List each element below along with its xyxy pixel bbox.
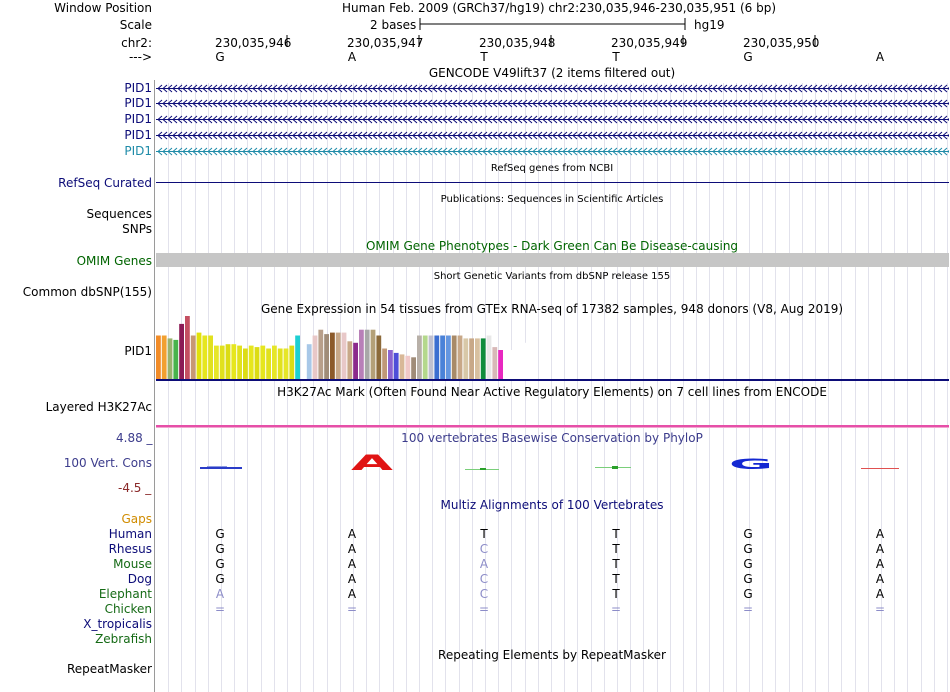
alignment-base: A — [347, 542, 357, 556]
snps-label[interactable]: SNPs — [122, 222, 152, 236]
gtex-bar[interactable] — [289, 346, 294, 379]
gtex-bar[interactable] — [516, 350, 521, 379]
omim-track-label[interactable]: OMIM Genes — [76, 254, 152, 268]
window-position-label: Window Position — [54, 1, 152, 15]
phylop-max-label: 4.88 _ — [116, 431, 153, 445]
gtex-bar[interactable] — [185, 316, 190, 379]
label-divider — [154, 80, 155, 692]
gtex-bar[interactable] — [400, 354, 405, 379]
alignment-base: A — [875, 527, 885, 541]
gtex-bar[interactable] — [434, 336, 439, 380]
alignment-base: = — [610, 602, 622, 616]
gtex-bar[interactable] — [202, 336, 207, 380]
alignment-base: A — [347, 587, 357, 601]
coord-ticks — [286, 35, 821, 49]
gtex-bar[interactable] — [318, 330, 323, 379]
gtex-bar[interactable] — [382, 349, 387, 379]
alignment-base: G — [215, 572, 225, 586]
alignment-base: T — [612, 527, 620, 541]
base-1: G — [215, 50, 225, 64]
gtex-bar[interactable] — [521, 343, 526, 379]
dbsnp-track-label[interactable]: Common dbSNP(155) — [22, 285, 152, 299]
gene-arrow-line-1[interactable] — [156, 84, 949, 93]
base-3: T — [480, 50, 488, 64]
gtex-bar[interactable] — [324, 334, 329, 379]
gene-arrow-line-4[interactable] — [156, 131, 949, 140]
alignment-base: A — [875, 542, 885, 556]
alignment-base: G — [215, 527, 225, 541]
base-2: A — [347, 50, 357, 64]
gtex-bar[interactable] — [394, 353, 399, 379]
gtex-bar[interactable] — [504, 350, 509, 379]
omim-track-title[interactable]: OMIM Gene Phenotypes - Dark Green Can Be Disease-causing — [365, 239, 739, 253]
phylop-logo-plot — [155, 440, 950, 490]
gtex-bar[interactable] — [162, 336, 167, 380]
alignment-base: A — [347, 572, 357, 586]
alignment-base: G — [743, 557, 753, 571]
omim-feature-bar[interactable] — [156, 253, 949, 267]
gtex-bar[interactable] — [417, 336, 422, 380]
gtex-baseline — [156, 379, 949, 381]
species-elephant[interactable]: Elephant — [98, 587, 152, 601]
gtex-bar[interactable] — [266, 349, 271, 379]
alignment-base: = — [214, 602, 226, 616]
gtex-bar[interactable] — [197, 333, 202, 379]
gencode-item-4[interactable]: PID1 — [124, 128, 152, 142]
gtex-bar[interactable] — [278, 349, 283, 379]
gencode-track-title[interactable]: GENCODE V49lift37 (2 items filtered out) — [428, 66, 676, 80]
gtex-bar[interactable] — [307, 344, 312, 379]
coord-label-5: 230,035,950 — [743, 36, 820, 50]
sequences-label[interactable]: Sequences — [86, 207, 152, 221]
window-position-value: Human Feb. 2009 (GRCh37/hg19) chr2:230,035,946-230,035,951 (6 bp) — [342, 1, 777, 15]
alignment-base: C — [479, 572, 489, 586]
coord-label-2: 230,035,947 — [347, 36, 424, 50]
gtex-bar[interactable] — [249, 346, 254, 379]
gtex-track-title[interactable]: Gene Expression in 54 tissues from GTEx RNA-seq of 17382 samples, 948 donors (V8, Aug 2019) — [260, 302, 844, 316]
gtex-bar[interactable] — [214, 346, 219, 379]
gene-arrow-line-2[interactable] — [156, 99, 949, 108]
gtex-bar[interactable] — [313, 336, 318, 380]
scale-assembly: hg19 — [694, 18, 725, 32]
species-zebrafish[interactable]: Zebrafish — [95, 632, 152, 646]
gtex-bar[interactable] — [260, 346, 265, 379]
gtex-bar[interactable] — [156, 336, 161, 380]
gtex-bar[interactable] — [388, 350, 393, 379]
base-4: T — [612, 50, 620, 64]
gtex-bar[interactable] — [458, 336, 463, 380]
gtex-bar[interactable] — [208, 336, 213, 380]
gtex-bar-chart[interactable] — [155, 316, 950, 384]
base-5: G — [743, 50, 753, 64]
gtex-track-label[interactable]: PID1 — [124, 344, 152, 358]
gtex-bar[interactable] — [376, 336, 381, 380]
gencode-item-1[interactable]: PID1 — [124, 81, 152, 95]
gencode-item-5[interactable]: PID1 — [124, 144, 152, 158]
species-rhesus[interactable]: Rhesus — [108, 542, 152, 556]
alignment-base: A — [215, 587, 225, 601]
alignment-base: A — [347, 557, 357, 571]
alignment-base: C — [479, 587, 489, 601]
h3k27ac-track-title[interactable]: H3K27Ac Mark (Often Found Near Active Regulatory Elements) on 7 cell lines from ENCODE — [277, 385, 827, 399]
alignment-base: G — [215, 557, 225, 571]
gtex-bar[interactable] — [423, 336, 428, 380]
gtex-bar[interactable] — [191, 336, 196, 380]
gtex-bar[interactable] — [365, 330, 370, 379]
gtex-bar[interactable] — [481, 338, 486, 379]
scale-label: Scale — [119, 18, 152, 32]
gtex-bar[interactable] — [226, 344, 231, 379]
gtex-bar[interactable] — [168, 338, 173, 379]
dbsnp-track-title[interactable]: Short Genetic Variants from dbSNP release 155 — [433, 271, 671, 282]
gencode-item-2[interactable]: PID1 — [124, 96, 152, 110]
gtex-bar[interactable] — [237, 346, 242, 379]
phylop-mark-a2 — [861, 468, 899, 469]
gene-arrow-line-3[interactable] — [156, 115, 949, 124]
phylop-mark-g2: G — [729, 457, 773, 473]
gtex-bar[interactable] — [220, 346, 225, 379]
gtex-bar[interactable] — [359, 330, 364, 379]
alignment-base: A — [347, 527, 357, 541]
alignment-base: T — [612, 542, 620, 556]
gene-arrow-line-5[interactable] — [156, 147, 949, 156]
publications-track-title[interactable]: Publications: Sequences in Scientific Articles — [440, 194, 664, 205]
alignment-base: = — [478, 602, 490, 616]
gtex-bar[interactable] — [330, 333, 335, 379]
alignment-base: T — [612, 572, 620, 586]
gtex-bar[interactable] — [342, 333, 347, 379]
phylop-mark-a: A — [351, 451, 395, 475]
alignment-base: A — [479, 557, 489, 571]
gtex-bar[interactable] — [347, 341, 352, 379]
alignment-base: A — [875, 572, 885, 586]
gtex-bar[interactable] — [429, 336, 434, 380]
species-human[interactable]: Human — [108, 527, 152, 541]
alignment-base: = — [742, 602, 754, 616]
gtex-bar[interactable] — [272, 346, 277, 379]
gtex-bar[interactable] — [527, 341, 532, 379]
gtex-bar[interactable] — [353, 343, 358, 379]
alignment-base: T — [480, 527, 488, 541]
alignment-base: G — [743, 542, 753, 556]
chrom-label: chr2: — [121, 36, 152, 50]
alignment-base: = — [874, 602, 886, 616]
gtex-bar[interactable] — [440, 336, 445, 380]
gencode-item-3[interactable]: PID1 — [124, 112, 152, 126]
species-chicken[interactable]: Chicken — [104, 602, 152, 616]
gtex-bar[interactable] — [231, 344, 236, 379]
alignment-base: T — [612, 587, 620, 601]
phylop-mark-g1 — [200, 467, 242, 469]
species-x-tropicalis[interactable]: X_tropicalis — [83, 617, 152, 631]
gtex-bar[interactable] — [452, 336, 457, 380]
gtex-bar[interactable] — [487, 336, 492, 380]
phylop-track-title[interactable]: 100 vertebrates Basewise Conservation by PhyloP — [401, 431, 703, 445]
coord-label-3: 230,035,948 — [479, 36, 556, 50]
scale-bar — [419, 16, 687, 32]
gtex-bar[interactable] — [411, 357, 416, 379]
h3k27ac-track-label[interactable]: Layered H3K27Ac — [45, 400, 152, 414]
gtex-bar[interactable] — [469, 338, 474, 379]
gtex-bar[interactable] — [475, 338, 480, 379]
gtex-bar[interactable] — [533, 359, 538, 379]
phylop-track-label[interactable]: 100 Vert. Cons — [63, 456, 152, 470]
h3k27ac-signal-shadow — [156, 427, 949, 428]
gtex-bar[interactable] — [336, 333, 341, 379]
coord-label-4: 230,035,949 — [611, 36, 688, 50]
repeatmasker-track-title[interactable]: Repeating Elements by RepeatMasker — [438, 648, 666, 662]
alignment-base: G — [743, 527, 753, 541]
gtex-bar[interactable] — [173, 340, 178, 379]
gtex-bar[interactable] — [498, 350, 503, 379]
gtex-bar[interactable] — [405, 356, 410, 379]
alignment-base: C — [479, 542, 489, 556]
gtex-bar[interactable] — [179, 324, 184, 379]
repeatmasker-track-label[interactable]: RepeatMasker — [66, 662, 152, 676]
alignment-base: A — [875, 587, 885, 601]
gtex-bar[interactable] — [284, 349, 289, 379]
gaps-label[interactable]: Gaps — [121, 512, 152, 526]
strand-label: ---> — [128, 50, 152, 64]
gtex-bar[interactable] — [295, 336, 300, 380]
alignment-base: = — [346, 602, 358, 616]
gtex-bar[interactable] — [510, 350, 515, 379]
gtex-bar[interactable] — [463, 338, 468, 379]
refseq-track-title[interactable]: RefSeq genes from NCBI — [490, 163, 614, 174]
gtex-bar[interactable] — [243, 349, 248, 379]
species-dog[interactable]: Dog — [127, 572, 152, 586]
phylop-min-label: -4.5 _ — [118, 481, 152, 495]
alignment-base: G — [215, 542, 225, 556]
base-6: A — [875, 50, 885, 64]
gtex-bar[interactable] — [301, 336, 306, 380]
alignment-base: G — [743, 587, 753, 601]
refseq-track-label[interactable]: RefSeq Curated — [58, 176, 152, 190]
alignment-base: A — [875, 557, 885, 571]
coord-label-1: 230,035,946 — [215, 36, 292, 50]
gtex-bar[interactable] — [255, 347, 260, 379]
scale-value: 2 bases — [370, 18, 417, 32]
alignment-base: T — [612, 557, 620, 571]
refseq-gene-line[interactable] — [156, 182, 949, 183]
species-mouse[interactable]: Mouse — [113, 557, 152, 571]
multiz-track-title[interactable]: Multiz Alignments of 100 Vertebrates — [440, 498, 664, 512]
gtex-bar[interactable] — [371, 330, 376, 379]
gtex-bar[interactable] — [446, 336, 451, 380]
gtex-bar[interactable] — [492, 347, 497, 379]
alignment-base: G — [743, 572, 753, 586]
